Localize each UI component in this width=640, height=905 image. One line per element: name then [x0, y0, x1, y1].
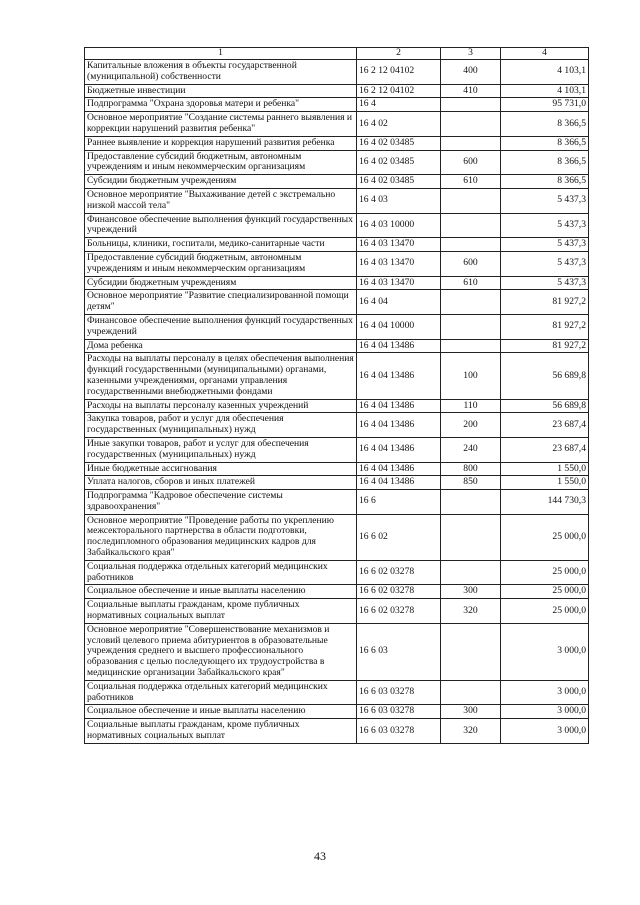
cell-code: 16 4 03 13470: [357, 251, 441, 276]
cell-code: 16 2 12 04102: [357, 60, 441, 85]
table-row: [85, 213, 589, 238]
cell-vr: 300: [441, 705, 501, 719]
cell-amount: 81 927,2: [501, 290, 589, 315]
cell-vr: 610: [441, 276, 501, 290]
cell-vr: [441, 623, 501, 680]
cell-code: 16 6: [357, 490, 441, 515]
cell-code: 16 4 02 03485: [357, 175, 441, 189]
cell-name: Расходы на выплаты персоналу в целях обеспечения выполнения функций государственными (муниципальными) органами, казенными учреждениями, органами управления государственными внебюджетными фондами: [85, 353, 357, 399]
cell-name: Субсидии бюджетным учреждениям: [85, 276, 357, 290]
cell-vr: [441, 490, 501, 515]
cell-name: Иные закупки товаров, работ и услуг для обеспечения государственных (муниципальных) нужд: [85, 437, 357, 462]
cell-amount: 5 437,3: [501, 238, 589, 252]
cell-amount: 5 437,3: [501, 213, 589, 238]
cell-name: Основное мероприятие "Развитие специализированной помощи детям": [85, 290, 357, 315]
cell-vr: [441, 98, 501, 112]
table-row: [85, 339, 589, 353]
page-number: 43: [314, 849, 326, 863]
cell-amount: 25 000,0: [501, 514, 589, 560]
cell-vr: 850: [441, 476, 501, 490]
cell-name: Социальное обеспечение и иные выплаты населению: [85, 705, 357, 719]
cell-name: Предоставление субсидий бюджетным, автономным учреждениям и иным некоммерческим организациям: [85, 150, 357, 175]
table-body: [85, 60, 589, 744]
cell-code: 16 2 12 04102: [357, 84, 441, 98]
cell-name: Расходы на выплаты персоналу казенных учреждений: [85, 399, 357, 413]
cell-amount: 3 000,0: [501, 680, 589, 705]
cell-vr: [441, 514, 501, 560]
cell-vr: [441, 238, 501, 252]
table-row: [85, 476, 589, 490]
cell-code: 16 4 02 03485: [357, 150, 441, 175]
cell-amount: 5 437,3: [501, 188, 589, 213]
table-row: [85, 399, 589, 413]
cell-amount: 5 437,3: [501, 251, 589, 276]
header-cell: 4: [501, 48, 589, 60]
cell-amount: 144 730,3: [501, 490, 589, 515]
cell-amount: 56 689,8: [501, 399, 589, 413]
cell-name: Основное мероприятие "Создание системы раннего выявления и коррекции нарушений развития ребенка": [85, 112, 357, 137]
cell-amount: 8 366,5: [501, 150, 589, 175]
header-cell: 2: [357, 48, 441, 60]
cell-vr: [441, 213, 501, 238]
cell-code: 16 4 03 10000: [357, 213, 441, 238]
cell-vr: 110: [441, 399, 501, 413]
cell-code: 16 4 03 13470: [357, 276, 441, 290]
cell-amount: 3 000,0: [501, 719, 589, 744]
table-row: [85, 251, 589, 276]
table-row: [85, 276, 589, 290]
header-cell: 3: [441, 48, 501, 60]
cell-code: 16 4 04 13486: [357, 353, 441, 399]
cell-name: Предоставление субсидий бюджетным, автономным учреждениям и иным некоммерческим организациям: [85, 251, 357, 276]
cell-amount: 95 731,0: [501, 98, 589, 112]
cell-name: Иные бюджетные ассигнования: [85, 462, 357, 476]
cell-name: Социальные выплаты гражданам, кроме публичных нормативных социальных выплат: [85, 599, 357, 624]
cell-code: 16 4 04: [357, 290, 441, 315]
table-row: [85, 112, 589, 137]
table-row: [85, 623, 589, 680]
cell-amount: 3 000,0: [501, 623, 589, 680]
cell-code: 16 6 02 03278: [357, 585, 441, 599]
cell-amount: 1 550,0: [501, 462, 589, 476]
cell-amount: 25 000,0: [501, 560, 589, 585]
cell-name: Субсидии бюджетным учреждениям: [85, 175, 357, 189]
cell-code: 16 4 04 13486: [357, 437, 441, 462]
cell-name: Социальное обеспечение и иные выплаты населению: [85, 585, 357, 599]
cell-amount: 81 927,2: [501, 314, 589, 339]
cell-amount: 25 000,0: [501, 599, 589, 624]
cell-vr: [441, 314, 501, 339]
cell-name: Основное мероприятие "Проведение работы по укреплению межсекторального партнерства в области подготовки, последипломного образования медицинских кадров для Забайкальского края": [85, 514, 357, 560]
header-row: [85, 48, 589, 60]
cell-vr: 610: [441, 175, 501, 189]
table-row: [85, 462, 589, 476]
table-row: [85, 188, 589, 213]
cell-vr: 600: [441, 251, 501, 276]
cell-name: Социальные выплаты гражданам, кроме публичных нормативных социальных выплат: [85, 719, 357, 744]
cell-code: 16 6 02: [357, 514, 441, 560]
cell-name: Подпрограмма "Кадровое обеспечение системы здравоохранения": [85, 490, 357, 515]
cell-vr: 410: [441, 84, 501, 98]
cell-name: Капитальные вложения в объекты государственной (муниципальной) собственности: [85, 60, 357, 85]
table-row: [85, 413, 589, 438]
table-row: [85, 98, 589, 112]
cell-code: 16 4 02: [357, 112, 441, 137]
table-row: [85, 238, 589, 252]
cell-code: 16 6 03 03278: [357, 719, 441, 744]
budget-table: [84, 47, 589, 744]
cell-vr: 240: [441, 437, 501, 462]
cell-amount: 25 000,0: [501, 585, 589, 599]
cell-amount: 81 927,2: [501, 339, 589, 353]
cell-code: 16 4 03: [357, 188, 441, 213]
cell-vr: 320: [441, 719, 501, 744]
cell-code: 16 4 04 13486: [357, 339, 441, 353]
cell-amount: 8 366,5: [501, 112, 589, 137]
cell-name: Финансовое обеспечение выполнения функций государственных учреждений: [85, 314, 357, 339]
cell-amount: 23 687,4: [501, 437, 589, 462]
cell-name: Дома ребенка: [85, 339, 357, 353]
cell-amount: 5 437,3: [501, 276, 589, 290]
cell-name: Основное мероприятие "Совершенствование механизмов и условий целевого приема абитуриентов в образовательные учреждения среднего и высшего профессионального образования с целью последующего их трудоустройства в медицинские организации Забайкальского края": [85, 623, 357, 680]
cell-code: 16 6 02 03278: [357, 599, 441, 624]
cell-code: 16 4 04 13486: [357, 462, 441, 476]
cell-code: 16 6 03 03278: [357, 705, 441, 719]
table-row: [85, 514, 589, 560]
cell-code: 16 4 04 10000: [357, 314, 441, 339]
table-row: [85, 560, 589, 585]
cell-amount: 8 366,5: [501, 175, 589, 189]
cell-vr: [441, 188, 501, 213]
cell-vr: 800: [441, 462, 501, 476]
cell-vr: 400: [441, 60, 501, 85]
cell-vr: 300: [441, 585, 501, 599]
cell-code: 16 4 04 13486: [357, 476, 441, 490]
cell-name: Финансовое обеспечение выполнения функций государственных учреждений: [85, 213, 357, 238]
table-row: [85, 150, 589, 175]
cell-vr: 100: [441, 353, 501, 399]
cell-amount: 3 000,0: [501, 705, 589, 719]
table-row: [85, 314, 589, 339]
cell-name: Социальная поддержка отдельных категорий медицинских работников: [85, 680, 357, 705]
cell-name: Бюджетные инвестиции: [85, 84, 357, 98]
cell-amount: 56 689,8: [501, 353, 589, 399]
cell-name: Социальная поддержка отдельных категорий медицинских работников: [85, 560, 357, 585]
cell-amount: 23 687,4: [501, 413, 589, 438]
cell-code: 16 4 03 13470: [357, 238, 441, 252]
cell-code: 16 4 04 13486: [357, 399, 441, 413]
table-row: [85, 353, 589, 399]
table-row: [85, 490, 589, 515]
table-row: [85, 437, 589, 462]
cell-code: 16 4: [357, 98, 441, 112]
cell-vr: 320: [441, 599, 501, 624]
cell-name: Закупка товаров, работ и услуг для обеспечения государственных (муниципальных) нужд: [85, 413, 357, 438]
cell-amount: 1 550,0: [501, 476, 589, 490]
cell-name: Уплата налогов, сборов и иных платежей: [85, 476, 357, 490]
cell-amount: 4 103,1: [501, 84, 589, 98]
cell-vr: 600: [441, 150, 501, 175]
cell-name: Больницы, клиники, госпитали, медико-санитарные части: [85, 238, 357, 252]
cell-vr: [441, 290, 501, 315]
cell-name: Раннее выявление и коррекция нарушений развития ребенка: [85, 136, 357, 150]
cell-vr: [441, 680, 501, 705]
cell-name: Основное мероприятие "Выхаживание детей с экстремально низкой массой тела": [85, 188, 357, 213]
table-row: [85, 599, 589, 624]
cell-code: 16 4 04 13486: [357, 413, 441, 438]
cell-code: 16 6 03: [357, 623, 441, 680]
cell-amount: 4 103,1: [501, 60, 589, 85]
table-row: [85, 84, 589, 98]
cell-code: 16 4 02 03485: [357, 136, 441, 150]
table-row: [85, 60, 589, 85]
table-row: [85, 680, 589, 705]
table-row: [85, 136, 589, 150]
cell-vr: [441, 136, 501, 150]
table-row: [85, 705, 589, 719]
cell-name: Подпрограмма "Охрана здоровья матери и ребенка": [85, 98, 357, 112]
cell-vr: [441, 112, 501, 137]
cell-vr: [441, 339, 501, 353]
cell-code: 16 6 02 03278: [357, 560, 441, 585]
table-row: [85, 290, 589, 315]
cell-vr: 200: [441, 413, 501, 438]
table-row: [85, 175, 589, 189]
cell-amount: 8 366,5: [501, 136, 589, 150]
table-row: [85, 585, 589, 599]
table-row: [85, 719, 589, 744]
header-cell: 1: [85, 48, 357, 60]
cell-vr: [441, 560, 501, 585]
cell-code: 16 6 03 03278: [357, 680, 441, 705]
